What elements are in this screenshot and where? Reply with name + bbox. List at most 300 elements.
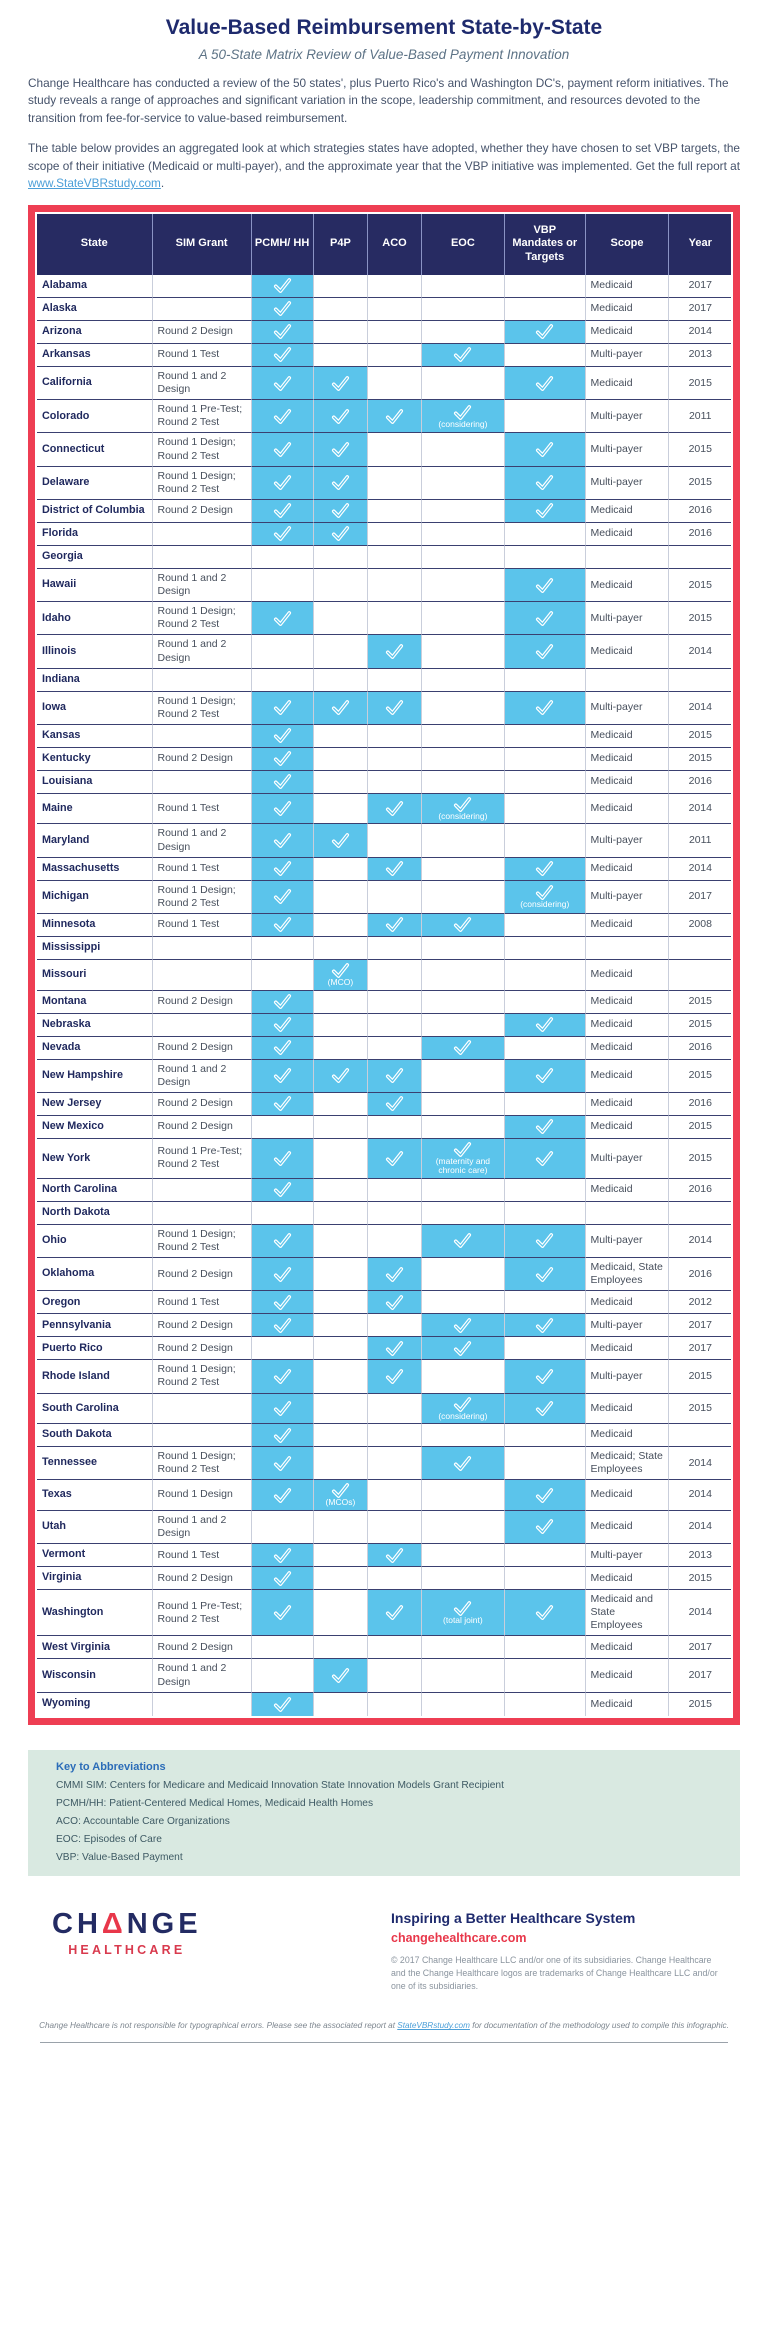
p4p-cell [313,914,368,937]
state-name-cell: Texas [37,1480,152,1511]
aco-cell [367,1337,420,1360]
table-row [37,500,731,523]
state-name-cell: Alabama [37,275,152,298]
eoc-cell [421,1480,504,1511]
p4p-cell [313,1511,368,1544]
table-row [37,635,731,668]
p4p-cell [313,569,368,602]
check-icon [385,1342,404,1354]
state-name-cell: California [37,367,152,400]
aco-cell [367,1447,420,1480]
year-cell [668,1202,731,1225]
aco-cell [367,569,420,602]
check-icon [385,645,404,657]
pcmh-cell [251,1314,313,1337]
eoc-cell [421,1291,504,1314]
state-name-cell: New York [37,1139,152,1179]
scope-cell: Medicaid [585,523,669,546]
table-row [37,1590,731,1636]
sim-grant-cell: Round 1 Test [152,914,251,937]
p4p-cell [313,344,368,367]
vbp-cell [504,1590,585,1636]
sim-grant-cell [152,546,251,569]
table-row [37,1179,731,1202]
check-icon [331,477,350,489]
vbp-cell [504,1693,585,1716]
eoc-cell [421,991,504,1014]
aco-cell [367,1116,420,1139]
vbp-cell [504,1014,585,1037]
sim-grant-cell: Round 1 Test [152,344,251,367]
check-note: (MCO) [327,976,354,987]
sim-grant-cell: Round 1 and 2 Design [152,1659,251,1692]
p4p-cell [313,937,368,960]
sim-grant-cell: Round 1 Test [152,1544,251,1567]
sim-grant-cell: Round 2 Design [152,1037,251,1060]
vbp-cell [504,602,585,635]
sim-grant-cell: Round 2 Design [152,991,251,1014]
check-icon [273,1402,292,1414]
vbp-cell [504,321,585,344]
aco-cell [367,1480,420,1511]
p4p-cell [313,748,368,771]
check-icon [535,1521,554,1533]
p4p-cell [313,881,368,914]
state-name-cell: Florida [37,523,152,546]
check-icon [273,1069,292,1081]
aco-cell [367,1314,420,1337]
aco-cell [367,1202,420,1225]
state-name-cell: Michigan [37,881,152,914]
pcmh-cell [251,635,313,668]
aco-cell [367,824,420,857]
sim-grant-cell [152,1394,251,1425]
eoc-cell [421,1116,504,1139]
pcmh-cell [251,1480,313,1511]
table-row [37,1037,731,1060]
change-healthcare-logo [52,1907,202,1957]
pcmh-cell [251,914,313,937]
scope-cell: Multi-payer [585,824,669,857]
aco-cell [367,1139,420,1179]
year-cell: 2011 [668,400,731,433]
year-cell: 2017 [668,881,731,914]
table-row [37,602,731,635]
check-icon [453,1041,472,1053]
scope-cell: Multi-payer [585,692,669,725]
aco-cell [367,725,420,748]
aco-cell [367,433,420,466]
check-icon [535,612,554,624]
table-row [37,1139,731,1179]
p4p-cell [313,298,368,321]
aco-cell [367,1258,420,1291]
sim-grant-cell [152,771,251,794]
sim-grant-cell [152,1424,251,1447]
check-icon [385,1370,404,1382]
aco-cell [367,1093,420,1116]
pcmh-cell [251,344,313,367]
check-icon [273,995,292,1007]
eoc-cell [421,669,504,692]
table-row [37,794,731,825]
year-cell [668,960,731,991]
eoc-cell [421,298,504,321]
aco-cell [367,669,420,692]
state-name-cell: Ohio [37,1225,152,1258]
vbp-cell [504,546,585,569]
eoc-cell [421,367,504,400]
table-row [37,1258,731,1291]
check-icon [273,1041,292,1053]
check-icon [273,1018,292,1030]
table-row [37,1636,731,1659]
check-icon [385,1549,404,1561]
aco-cell [367,1567,420,1590]
eoc-cell [421,1337,504,1360]
state-name-cell: Nebraska [37,1014,152,1037]
pcmh-cell [251,1337,313,1360]
table-row [37,298,731,321]
check-icon [535,1069,554,1081]
sim-grant-cell: Round 2 Design [152,1093,251,1116]
p4p-cell [313,367,368,400]
sim-grant-cell: Round 2 Design [152,1258,251,1291]
scope-cell: Medicaid [585,725,669,748]
pcmh-cell [251,433,313,466]
table-row [37,1202,731,1225]
sim-grant-cell [152,669,251,692]
p4p-cell [313,467,368,500]
bottom-divider [40,2042,728,2043]
year-cell: 2011 [668,824,731,857]
eoc-cell [421,1225,504,1258]
sim-grant-cell [152,1202,251,1225]
pcmh-cell [251,794,313,825]
aco-cell [367,1693,420,1716]
aco-cell [367,602,420,635]
state-name-cell: Oklahoma [37,1258,152,1291]
intro-paragraph-2 [28,140,740,192]
check-icon [273,891,292,903]
table-row [37,991,731,1014]
state-name-cell: Maryland [37,824,152,857]
year-cell: 2015 [668,1360,731,1393]
key-section [28,1750,740,1876]
eoc-cell [421,1014,504,1037]
p4p-cell [313,602,368,635]
disclaimer-report-link[interactable]: StateVBRstudy.com [397,2021,470,2031]
pcmh-cell [251,1139,313,1179]
p4p-cell [313,771,368,794]
check-icon [535,1370,554,1382]
vbp-cell [504,367,585,400]
check-icon [385,919,404,931]
state-name-cell: New Jersey [37,1093,152,1116]
p4p-cell [313,500,368,523]
vbp-cell [504,1093,585,1116]
vbp-cell [504,725,585,748]
sim-grant-cell: Round 1 Design; Round 2 Test [152,1225,251,1258]
check-icon [331,528,350,540]
table-row [37,669,731,692]
check-icon [385,1607,404,1619]
vbp-cell [504,1037,585,1060]
state-name-cell: Iowa [37,692,152,725]
check-icon [535,1152,554,1164]
eoc-cell [421,824,504,857]
state-name-cell: Nevada [37,1037,152,1060]
vbp-cell [504,1139,585,1179]
column-header-scope: Scope [585,214,669,275]
pcmh-cell [251,569,313,602]
table-row [37,321,731,344]
vbp-cell [504,1424,585,1447]
check-icon [331,702,350,714]
eoc-cell [421,1258,504,1291]
vbp-cell [504,960,585,991]
aco-cell [367,400,420,433]
year-cell: 2017 [668,1314,731,1337]
scope-cell: Medicaid [585,771,669,794]
aco-cell [367,960,420,991]
eoc-cell [421,433,504,466]
pcmh-cell [251,1511,313,1544]
pcmh-cell [251,400,313,433]
check-icon [535,579,554,591]
year-cell: 2016 [668,500,731,523]
vbp-cell [504,400,585,433]
vbp-cell [504,748,585,771]
state-name-cell: Vermont [37,1544,152,1567]
column-header-vbp-mandates: VBP Mandates or Targets [504,214,585,275]
vbp-cell [504,500,585,523]
check-icon [385,1069,404,1081]
table-header-row [37,214,731,275]
vbp-cell [504,1337,585,1360]
disclaimer [0,2021,768,2030]
check-icon [535,702,554,714]
vbp-cell [504,1659,585,1692]
eoc-cell [421,937,504,960]
key-item-eoc: EOC: Episodes of Care [56,1833,162,1845]
year-cell: 2014 [668,1590,731,1636]
check-icon [535,1018,554,1030]
column-header-aco: ACO [367,214,420,275]
eoc-cell [421,546,504,569]
state-table-body [37,275,731,1716]
vbp-cell [504,1394,585,1425]
year-cell [668,546,731,569]
sim-grant-cell [152,937,251,960]
eoc-cell [421,500,504,523]
table-row [37,1480,731,1511]
check-icon [273,410,292,422]
sim-grant-cell: Round 1 Design; Round 2 Test [152,1360,251,1393]
aco-cell [367,771,420,794]
eoc-cell [421,1424,504,1447]
pcmh-cell [251,523,313,546]
check-icon [273,1268,292,1280]
year-cell [668,1424,731,1447]
table-row [37,1511,731,1544]
table-row [37,1291,731,1314]
vbp-cell [504,794,585,825]
sim-grant-cell: Round 1 Design; Round 2 Test [152,692,251,725]
sim-grant-cell: Round 2 Design [152,1337,251,1360]
scope-cell: Multi-payer [585,1544,669,1567]
report-link[interactable]: www.StateVBRstudy.com [28,176,161,191]
p4p-cell [313,1424,368,1447]
pcmh-cell [251,546,313,569]
state-name-cell: Maine [37,794,152,825]
check-note: (considering) [438,810,488,821]
vbp-cell [504,433,585,466]
pcmh-cell [251,1360,313,1393]
year-cell: 2014 [668,635,731,668]
aco-cell [367,546,420,569]
pcmh-cell [251,960,313,991]
vbp-cell [504,298,585,321]
table-row [37,1337,731,1360]
check-icon [453,919,472,931]
state-name-cell: Rhode Island [37,1360,152,1393]
p4p-cell [313,275,368,298]
state-name-cell: West Virginia [37,1636,152,1659]
website-link[interactable]: changehealthcare.com [391,1930,527,1945]
sim-grant-cell: Round 1 Test [152,794,251,825]
state-name-cell: Kansas [37,725,152,748]
eoc-cell [421,1060,504,1093]
check-icon [453,406,472,418]
check-icon [535,377,554,389]
year-cell: 2015 [668,1394,731,1425]
state-name-cell: Utah [37,1511,152,1544]
pcmh-cell [251,1567,313,1590]
scope-cell: Medicaid; State Employees [585,1447,669,1480]
check-icon [453,798,472,810]
scope-cell: Multi-payer [585,1139,669,1179]
sim-grant-cell: Round 1 and 2 Design [152,367,251,400]
scope-cell: Medicaid [585,1060,669,1093]
eoc-cell [421,569,504,602]
scope-cell: Multi-payer [585,1225,669,1258]
aco-cell [367,467,420,500]
table-row [37,433,731,466]
state-name-cell: Minnesota [37,914,152,937]
state-name-cell: Wyoming [42,1697,91,1710]
sim-grant-cell: Round 1 Design [152,1480,251,1511]
state-name-cell: New Hampshire [37,1060,152,1093]
pcmh-cell [251,771,313,794]
check-note: (maternity and chronic care) [435,1155,491,1176]
scope-cell: Medicaid [585,500,669,523]
check-icon [535,645,554,657]
p4p-cell [313,433,368,466]
p4p-cell [313,858,368,881]
disclaimer-text-start: Change Healthcare is not responsible for typographical errors. Please see the associated report at [39,2021,398,2031]
scope-cell: Medicaid [585,794,669,825]
p4p-cell [313,1636,368,1659]
p4p-cell [313,1139,368,1179]
vbp-cell [504,937,585,960]
pcmh-cell [251,321,313,344]
check-icon [273,730,292,742]
eoc-cell [421,321,504,344]
table-row [37,914,731,937]
table-row [37,1014,731,1037]
table-row [37,1693,731,1716]
sim-grant-cell [152,1693,251,1716]
eoc-cell [421,635,504,668]
check-note: (MCOs) [325,1497,356,1508]
check-icon [331,443,350,455]
aco-cell [367,635,420,668]
state-matrix-frame [28,205,740,1725]
vbp-cell [504,1314,585,1337]
state-name-cell: District of Columbia [37,500,152,523]
sim-grant-cell: Round 1 Design; Round 2 Test [152,467,251,500]
aco-cell [367,500,420,523]
pcmh-cell [251,467,313,500]
table-row [37,1424,731,1447]
eoc-cell [421,1394,504,1425]
table-row [37,523,731,546]
aco-cell [367,1424,420,1447]
pcmh-cell [251,1447,313,1480]
scope-cell: Medicaid [585,275,669,298]
p4p-cell [313,1225,368,1258]
scope-cell: Medicaid [585,1480,669,1511]
pcmh-cell [251,1202,313,1225]
scope-cell: Medicaid [585,1424,669,1447]
pcmh-cell [251,1179,313,1202]
check-icon [385,702,404,714]
pcmh-cell [251,1636,313,1659]
state-name-cell: Washington [37,1590,152,1636]
check-icon [273,1489,292,1501]
vbp-cell [504,569,585,602]
disclaimer-text-end: for documentation of the methodology used to compile this infographic. [469,2021,729,2031]
aco-cell [367,1636,420,1659]
vbp-cell [504,1258,585,1291]
check-icon [535,1268,554,1280]
check-note: (considering) [438,418,488,429]
check-icon [535,443,554,455]
scope-cell: Medicaid [585,367,669,400]
check-note: (total joint) [443,1614,483,1625]
p4p-cell [313,321,368,344]
state-name-cell: Oregon [37,1291,152,1314]
check-icon [453,1398,472,1410]
vbp-cell [504,635,585,668]
table-row [37,1116,731,1139]
check-icon [273,1370,292,1382]
state-name-cell: Kentucky [37,748,152,771]
check-icon [385,863,404,875]
p4p-cell [313,960,368,991]
aco-cell [367,523,420,546]
state-name-cell: Hawaii [37,569,152,602]
check-icon [273,1457,292,1469]
year-cell: 2017 [668,298,731,321]
sim-grant-cell [152,523,251,546]
scope-cell: Medicaid [585,1337,669,1360]
check-icon [273,1572,292,1584]
table-row [37,367,731,400]
eoc-cell [421,1179,504,1202]
aco-cell [367,914,420,937]
